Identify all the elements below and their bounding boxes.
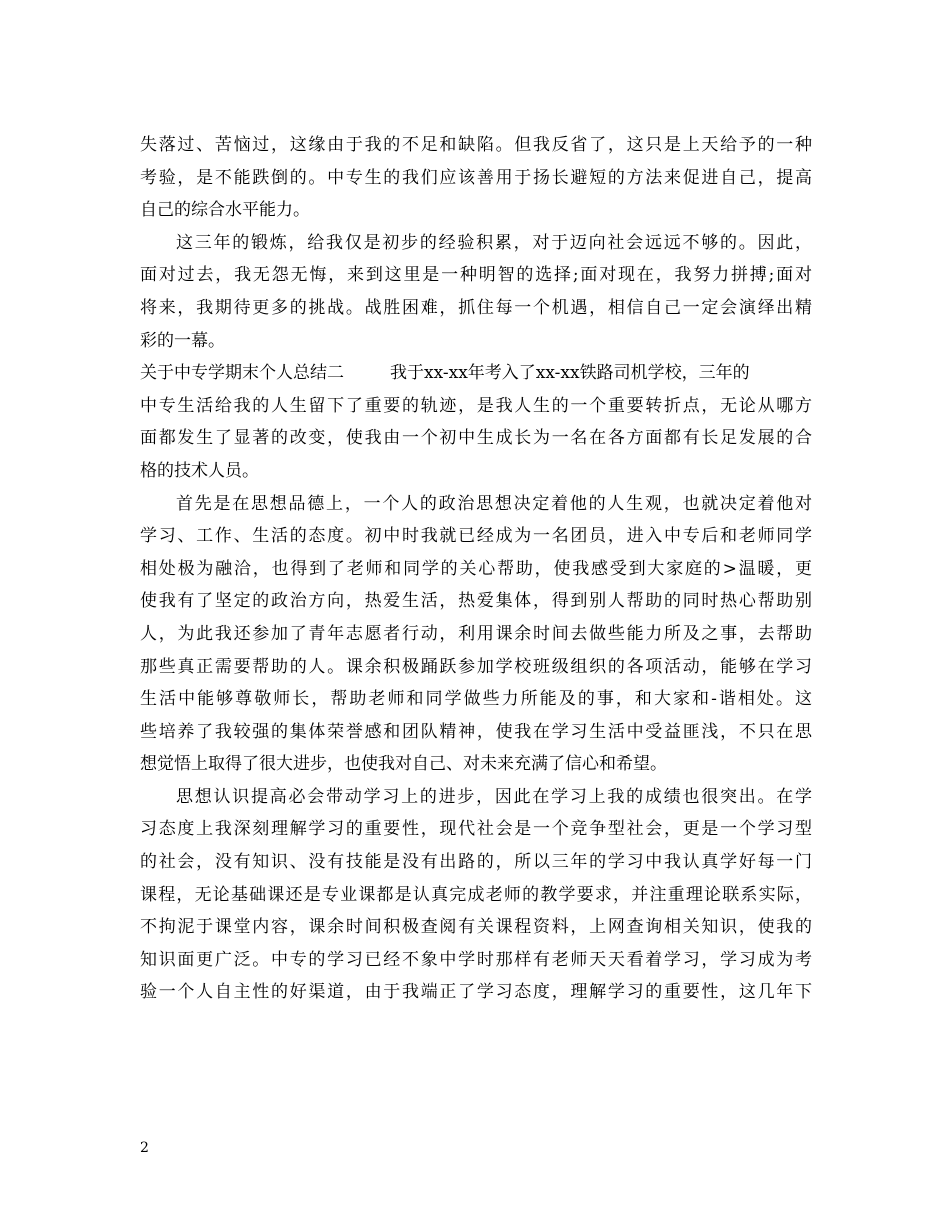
text-line: 生活中能够尊敬师长，帮助老师和同学做些力所能及的事，和大家和-谐相处。这: [140, 689, 812, 710]
text-line: 面对过去，我无怨无悔，来到这里是一种明智的选择;面对现在，我努力拼搏;面对: [140, 265, 812, 286]
text-line: 的社会，没有知识、没有技能是没有出路的，所以三年的学习中我认真学好每一门: [140, 852, 812, 873]
text-line: 这三年的锻炼，给我仅是初步的经验积累，对于迈向社会远远不够的。因此，: [176, 232, 812, 253]
text-line: 面都发生了显著的改变，使我由一个初中生成长为一名在各方面都有长足发展的合: [140, 428, 812, 449]
body-text: [140, 129, 812, 1009]
text-line: 我于xx-xx年考入了xx-xx铁路司机学校，三年的: [390, 363, 750, 384]
text-line: 失落过、苦恼过，这缘由于我的不足和缺陷。但我反省了，这只是上天给予的一种: [140, 135, 812, 155]
text-line: 将来，我期待更多的挑战。战胜困难，抓住每一个机遇，相信自己一定会演绎出精: [140, 297, 812, 318]
text-line: 课程，无论基础课还是专业课都是认真完成老师的教学要求，并注重理论联系实际，: [140, 884, 812, 905]
text-line: 想觉悟上取得了很大进步，也使我对自己、对未来充满了信心和希望。: [140, 754, 667, 775]
text-line: 首先是在思想品德上，一个人的政治思想决定着他的人生观，也就决定着他对: [176, 493, 812, 514]
text-line: 不拘泥于课堂内容，课余时间积极查阅有关课程资料，上网查询相关知识，使我的: [140, 917, 812, 938]
text-line: 习态度上我深刻理解学习的重要性，现代社会是一个竞争型社会，更是一个学习型: [140, 819, 812, 840]
text-line: 彩的一幕。: [140, 330, 225, 351]
section-heading: 关于中专学期末个人总结二: [140, 363, 344, 384]
page-number: 2: [140, 1140, 149, 1156]
text-line: 相处极为融洽，也得到了老师和同学的关心帮助，使我感受到大家庭的>温暖，更: [140, 558, 812, 579]
text-line: 验一个人自主性的好渠道，由于我端正了学习态度，理解学习的重要性，这几年下: [140, 982, 812, 1003]
text-line: 那些真正需要帮助的人。课余积极踊跃参加学校班级组织的各项活动，能够在学习: [140, 656, 812, 677]
text-line: 中专生活给我的人生留下了重要的轨迹，是我人生的一个重要转折点，无论从哪方: [140, 395, 812, 416]
text-line: 自己的综合水平能力。: [140, 200, 310, 221]
text-line: 些培养了我较强的集体荣誉感和团队精神，使我在学习生活中受益匪浅，不只在思: [140, 721, 812, 742]
text-line: 知识面更广泛。中专的学习已经不象中学时那样有老师天天看着学习，学习成为考: [140, 949, 812, 970]
text-line: 格的技术人员。: [140, 460, 259, 481]
text-line: 学习、工作、生活的态度。初中时我就已经成为一名团员，进入中专后和老师同学: [140, 526, 812, 547]
text-line: 人，为此我还参加了青年志愿者行动，利用课余时间去做些能力所及之事，去帮助: [140, 623, 812, 644]
text-line: 使我有了坚定的政治方向，热爱生活，热爱集体，得到别人帮助的同时热心帮助别: [140, 591, 812, 612]
section-heading-line: [140, 357, 812, 390]
text-line: 考验，是不能跌倒的。中专生的我们应该善用于扬长避短的方法来促进自己，提高: [140, 167, 812, 188]
text-line: 思想认识提高必会带动学习上的进步，因此在学习上我的成绩也很突出。在学: [176, 786, 812, 807]
